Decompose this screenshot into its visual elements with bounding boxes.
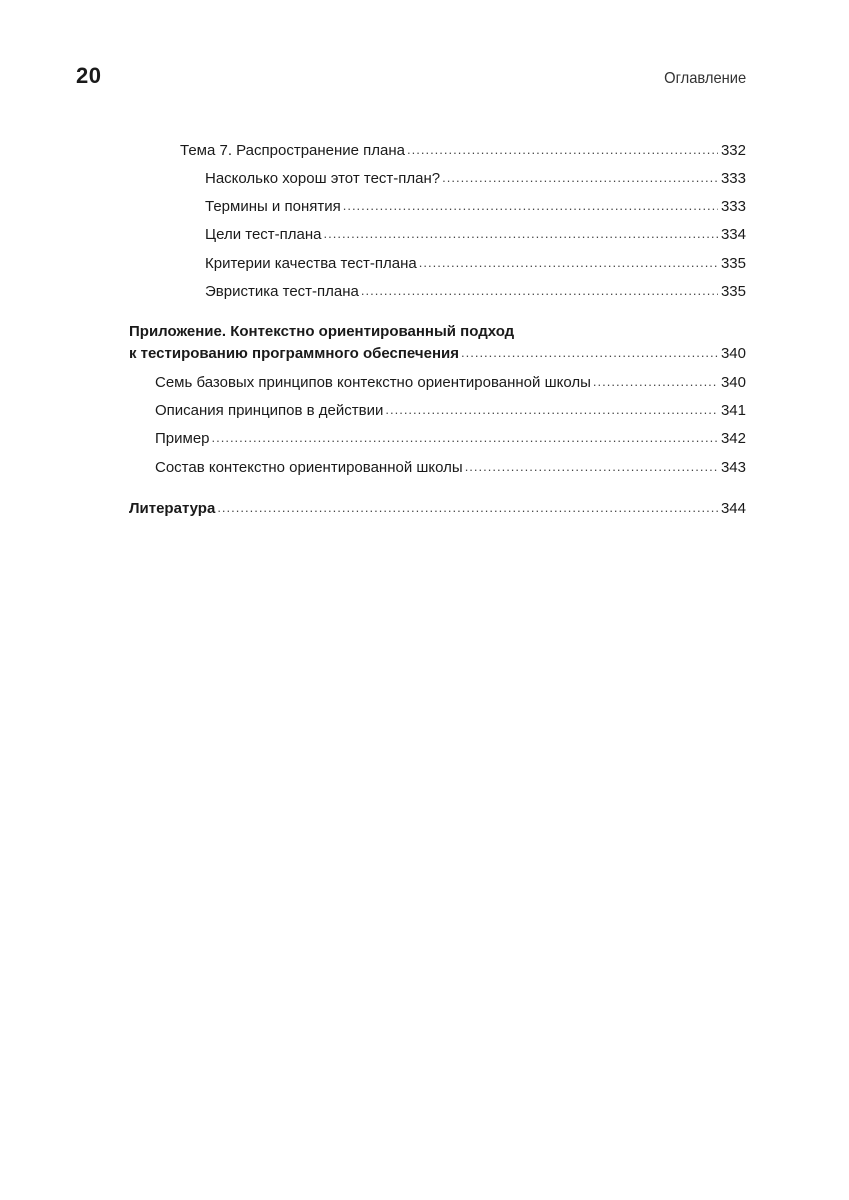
toc-entry[interactable] (205, 225, 746, 245)
toc-entry-title: Пример (155, 430, 210, 447)
toc-entry[interactable] (155, 373, 746, 393)
toc-entry-page: 344 (720, 500, 746, 517)
toc-entry-appendix[interactable] (129, 344, 746, 364)
toc-entry-page: 335 (720, 283, 746, 300)
dot-leader (407, 140, 718, 160)
toc-entry[interactable] (180, 141, 746, 161)
dot-leader (465, 457, 718, 477)
running-head: Оглавление (663, 70, 746, 87)
toc-entry-title: Описания принципов в действии (155, 402, 384, 419)
toc-entry-title: Термины и понятия (205, 198, 341, 215)
dot-leader (361, 281, 718, 301)
toc-entry-page: 334 (720, 226, 746, 243)
toc-entry[interactable] (205, 169, 746, 189)
dot-leader (419, 253, 718, 273)
toc-entry[interactable] (205, 197, 746, 217)
toc-entry[interactable] (155, 458, 746, 478)
toc-entry-title: Цели тест-плана (205, 226, 322, 243)
toc-entry-title: Состав контекстно ориентированной школы (155, 459, 463, 476)
toc-entry[interactable] (205, 254, 746, 274)
toc-entry-page: 332 (720, 142, 746, 159)
toc-entry-title: Литература (129, 500, 216, 517)
dot-leader (217, 498, 718, 518)
toc-entry-literature[interactable] (129, 499, 746, 519)
toc-entry[interactable] (155, 401, 746, 421)
appendix-title-line1[interactable]: Приложение. Контекстно ориентированный подход (129, 323, 515, 340)
dot-leader (593, 372, 718, 392)
dot-leader (212, 428, 718, 448)
toc-entry-page: 333 (720, 198, 746, 215)
toc-entry[interactable] (155, 429, 746, 449)
dot-leader (461, 343, 718, 363)
toc-entry-page: 340 (720, 345, 746, 362)
dot-leader (324, 224, 718, 244)
toc-entry-title: Семь базовых принципов контекстно ориентированной школы (155, 374, 591, 391)
toc-entry-title: Тема 7. Распространение плана (180, 142, 406, 159)
toc-entry-page: 341 (720, 402, 746, 419)
dot-leader (385, 400, 718, 420)
toc-entry-page: 335 (720, 255, 746, 272)
page-number: 20 (76, 63, 102, 88)
toc-entry-page: 342 (720, 430, 746, 447)
toc-entry[interactable] (205, 282, 746, 302)
dot-leader (343, 196, 718, 216)
toc-entry-title: к тестированию программного обеспечения (129, 345, 459, 362)
toc-entry-page: 343 (720, 459, 746, 476)
toc-entry-title: Эвристика тест-плана (205, 283, 359, 300)
toc-entry-page: 333 (720, 170, 746, 187)
toc-entry-title: Насколько хорош этот тест-план? (205, 170, 441, 187)
toc-entry-title: Критерии качества тест-плана (205, 255, 417, 272)
dot-leader (442, 168, 718, 188)
toc-entry-page: 340 (720, 374, 746, 391)
